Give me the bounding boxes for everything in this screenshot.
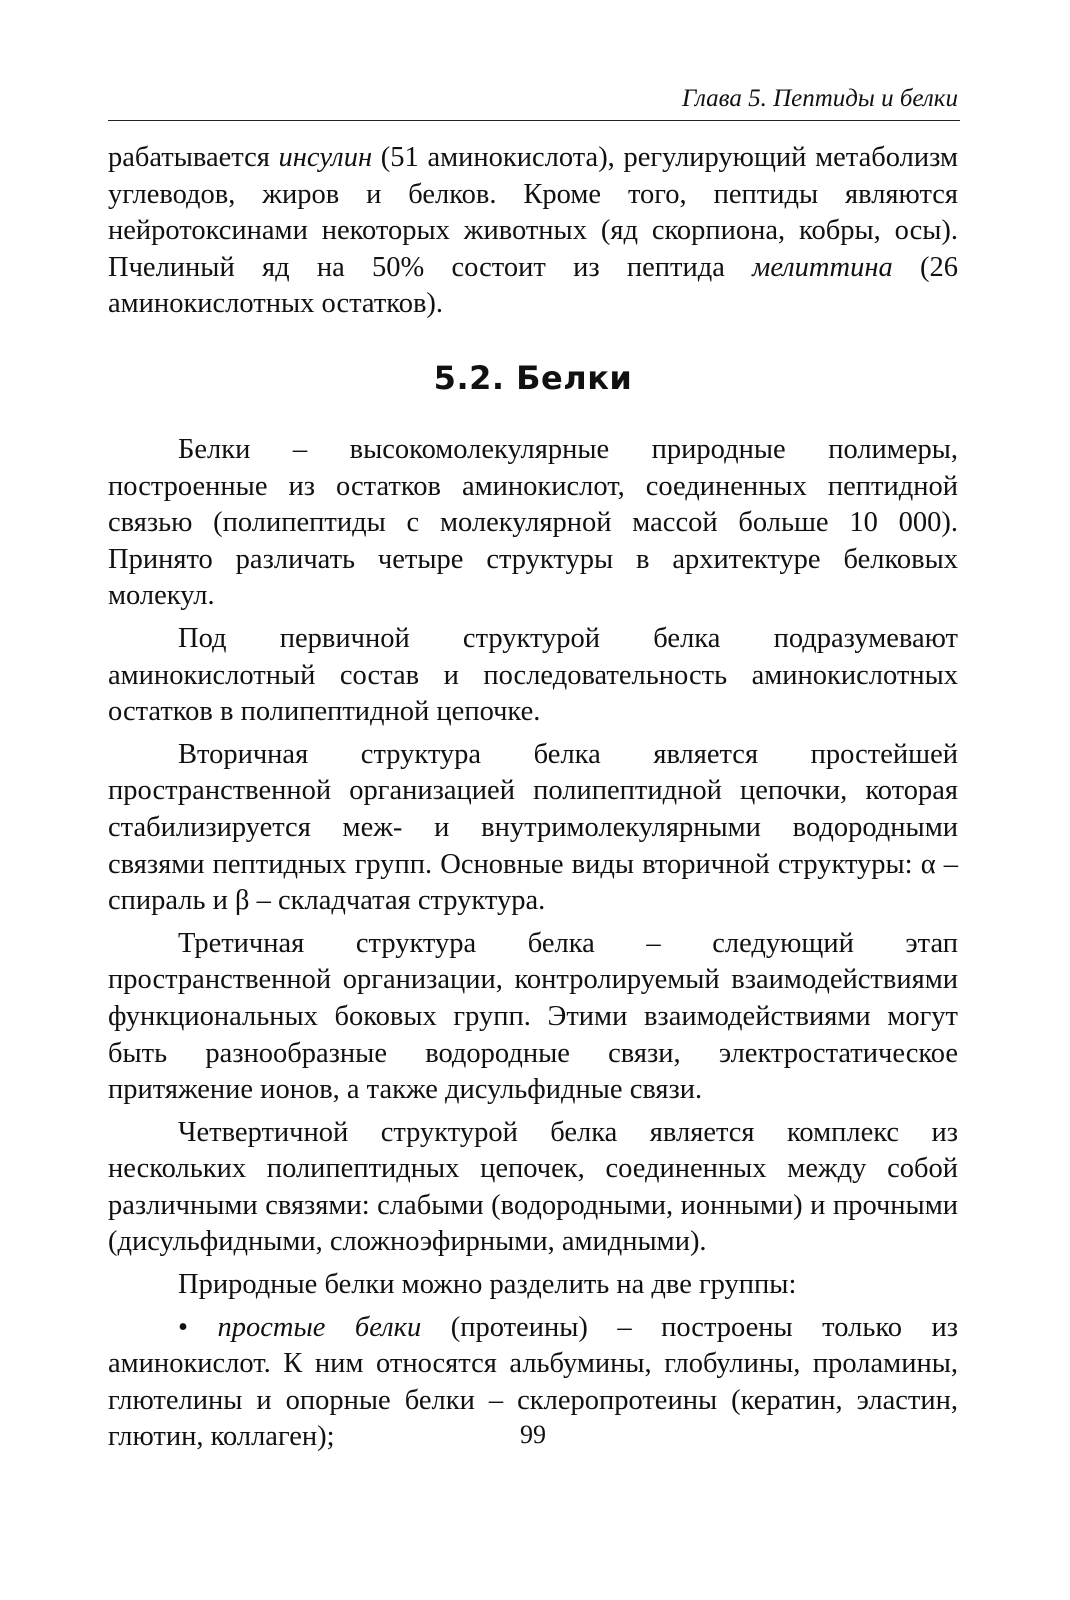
intro-text xyxy=(108,140,958,323)
term-simple-proteins: простые белки xyxy=(217,1311,422,1343)
paragraph-groups: Природные белки можно разделить на две группы: xyxy=(178,1269,797,1301)
bullet-mark: • xyxy=(178,1311,218,1343)
paragraph-quaternary-structure: Четвертичной структурой белка является комплекс из нескольких полипептидных цепочек, соединенных между собой различными связями: слабыми (водородными, ионными) и прочными (дисульфидными, сложноэфирными, амидными). xyxy=(108,1116,958,1258)
page-number: 99 xyxy=(520,1420,546,1449)
intro-text-3: (26 аминокислотных остатков). xyxy=(108,251,958,320)
term-insulin: инсулин xyxy=(278,142,373,173)
running-header: Глава 5. Пептиды и белки xyxy=(682,85,958,112)
header-rule xyxy=(108,120,960,121)
paragraph-primary-structure: Под первичной структурой белка подразумевают аминокислотный состав и последовательность аминокислотных остатков в полипептидной цепочке. xyxy=(108,622,958,728)
paragraph-definition: Белки – высокомолекулярные природные полимеры, построенные из остатков аминокислот, соединенных пептидной связью (полипептиды с молекулярной массой больше 10 000). Принято различать четыре структуры в архитектуре белковых молекул. xyxy=(108,434,958,612)
paragraph-secondary-structure: Вторичная структура белка является простейшей пространственной организацией полипептидной цепочки, которая стабилизируется меж- и внутримолекулярными водородными связями пептидных групп. Основные виды вторичной структуры: α – спираль и β – складчатая структура. xyxy=(108,738,958,917)
paragraph-tertiary-structure: Третичная структура белка – следующий этап пространственной организации, контролируемый взаимодействиями функциональных боковых групп. Этими взаимодействиями могут быть разнообразные водородные связи, электростатическое притяжение ионов, а также дисульфидные связи. xyxy=(108,927,958,1106)
intro-text-2: (51 аминокислота), регулирующий метаболизм углеводов, жиров и белков. Кроме того, пептиды являются нейротоксинами некоторых животных (яд скорпиона, кобры, осы). Пчелиный яд на 50% состоит из пептида xyxy=(108,142,958,283)
intro-paragraph xyxy=(108,140,958,323)
intro-text-1: рабатывается xyxy=(108,142,279,173)
bullet-text: (протеины) – построены только из аминокислот. К ним относятся альбумины, глобулины, проламины, глютелины и опорные белки – склеропротеины (кератин, эластин, глютин, коллаген); xyxy=(108,1311,958,1453)
section-body xyxy=(108,432,958,1462)
section-heading: 5.2. Белки xyxy=(433,359,633,397)
term-melittin: мелиттина xyxy=(752,251,893,283)
